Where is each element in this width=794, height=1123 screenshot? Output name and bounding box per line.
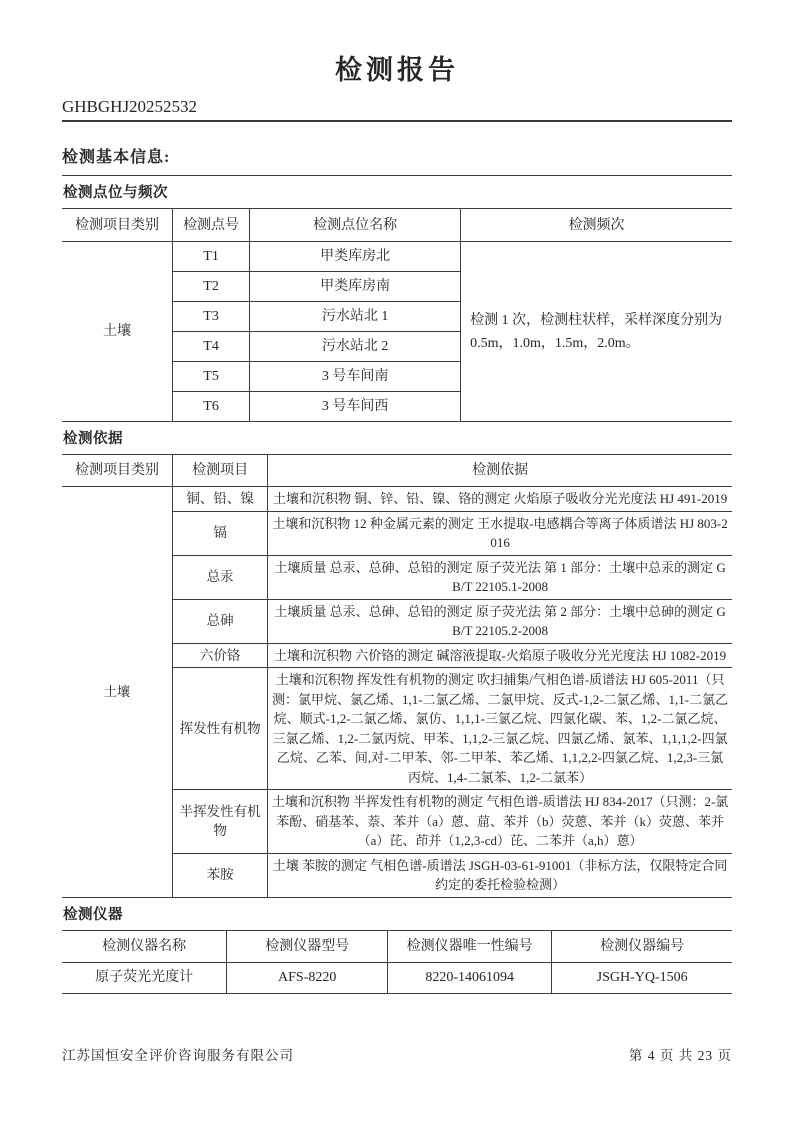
points-frequency-table xyxy=(62,208,732,422)
item-cell: 总砷 xyxy=(173,599,268,643)
point-id-cell: T6 xyxy=(173,392,250,422)
basis-cell: 土壤质量 总汞、总砷、总铅的测定 原子荧光法 第 1 部分：土壤中总汞的测定 GB/T 22105.1-2008 xyxy=(268,555,732,599)
basis-cell: 土壤 苯胺的测定 气相色谱-质谱法 JSGH-03-61-91001（非标方法，仅限特定合同约定的委托检验检测） xyxy=(268,853,732,897)
basis-table xyxy=(62,454,732,898)
basis-cell: 土壤和沉积物 半挥发性有机物的测定 气相色谱-质谱法 HJ 834-2017（只测：2-氯苯酚、硝基苯、萘、苯并（a）蒽、䓛、苯并（b）荧蒽、苯并（k）荧蒽、苯并（a）芘、茚并（1,2,3-cd）芘、二苯并（a,h）蒽） xyxy=(268,790,732,854)
table-header-row xyxy=(62,930,732,962)
basis-cell: 土壤和沉积物 12 种金属元素的测定 王水提取-电感耦合等离子体质谱法 HJ 803-2016 xyxy=(268,511,732,555)
col-header-frequency: 检测频次 xyxy=(461,209,732,242)
point-id-cell: T3 xyxy=(173,302,250,332)
report-number: GHBGHJ20252532 xyxy=(62,97,732,122)
basis-cell: 土壤和沉积物 铜、锌、铅、镍、铬的测定 火焰原子吸收分光光度法 HJ 491-2019 xyxy=(268,487,732,512)
basis-cell: 土壤和沉积物 挥发性有机物的测定 吹扫捕集/气相色谱-质谱法 HJ 605-2011（只测：氯甲烷、氯乙烯、1,1-二氯乙烯、二氯甲烷、反式-1,2-二氯乙烯、1,1-二氯乙烷、顺式-1,2-二氯乙烯、氯仿、1,1,1-三氯乙烷、四氯化碳、苯、1,2-二氯乙烷、三氯乙烯、1,2-二氯丙烷、甲苯、1,1,2-三氯乙烷、四氯乙烯、氯苯、1,1,1,2-四氯乙烷、乙苯、间,对-二甲苯、邻-二甲苯、苯乙烯、1,1,2,2-四氯乙烷、1,2,3-三氯丙烷、1,4-二氯苯、1,2-二氯苯） xyxy=(268,668,732,790)
footer-company: 江苏国恒安全评价咨询服务有限公司 xyxy=(62,1048,294,1063)
col-header-basis: 检测依据 xyxy=(268,455,732,487)
item-cell: 苯胺 xyxy=(173,853,268,897)
item-cell: 挥发性有机物 xyxy=(173,668,268,790)
point-name-cell: 污水站北 2 xyxy=(250,332,461,362)
footer-page-number: 第 4 页 共 23 页 xyxy=(628,1048,732,1063)
point-name-cell: 污水站北 1 xyxy=(250,302,461,332)
item-cell: 铜、铅、镍 xyxy=(173,487,268,512)
col-header-item: 检测项目 xyxy=(173,455,268,487)
point-id-cell: T4 xyxy=(173,332,250,362)
section-points-frequency-label: 检测点位与频次 xyxy=(62,175,732,208)
point-name-cell: 甲类库房北 xyxy=(250,242,461,272)
basis-cell: 土壤质量 总汞、总砷、总铅的测定 原子荧光法 第 2 部分：土壤中总砷的测定 GB/T 22105.2-2008 xyxy=(268,599,732,643)
instrument-model-cell: AFS-8220 xyxy=(227,962,388,993)
item-cell: 六价铬 xyxy=(173,643,268,668)
instrument-no-cell: JSGH-YQ-1506 xyxy=(552,962,732,993)
category-cell: 土壤 xyxy=(62,242,173,422)
col-header-instrument-model: 检测仪器型号 xyxy=(227,930,388,962)
point-name-cell: 3 号车间南 xyxy=(250,362,461,392)
col-header-instrument-unique-no: 检测仪器唯一性编号 xyxy=(388,930,552,962)
table-header-row xyxy=(62,209,732,242)
item-cell: 镉 xyxy=(173,511,268,555)
col-header-category: 检测项目类别 xyxy=(62,209,173,242)
col-header-instrument-no: 检测仪器编号 xyxy=(552,930,732,962)
point-name-cell: 甲类库房南 xyxy=(250,272,461,302)
section-basis-label: 检测依据 xyxy=(63,431,123,447)
col-header-instrument-name: 检测仪器名称 xyxy=(62,930,227,962)
frequency-cell: 检测 1 次，检测柱状样，采样深度分别为 0.5m，1.0m，1.5m，2.0m。 xyxy=(461,242,732,422)
basis-cell: 土壤和沉积物 六价铬的测定 碱溶液提取-火焰原子吸收分光光度法 HJ 1082-2019 xyxy=(268,643,732,668)
col-header-point-id: 检测点号 xyxy=(173,209,250,242)
table-row xyxy=(62,242,732,272)
section-basic-info-heading: 检测基本信息: xyxy=(62,149,171,166)
point-id-cell: T1 xyxy=(173,242,250,272)
page-footer xyxy=(62,1044,732,1064)
col-header-point-name: 检测点位名称 xyxy=(250,209,461,242)
page-title: 检测报告 xyxy=(335,55,459,85)
item-cell: 半挥发性有机物 xyxy=(173,790,268,854)
table-row xyxy=(62,487,732,512)
table-row xyxy=(62,962,732,993)
category-cell: 土壤 xyxy=(62,487,173,898)
point-name-cell: 3 号车间西 xyxy=(250,392,461,422)
section-instruments-label: 检测仪器 xyxy=(63,906,123,923)
table-header-row xyxy=(62,455,732,487)
instruments-table xyxy=(62,930,732,994)
instrument-name-cell: 原子荧光光度计 xyxy=(62,962,227,993)
point-id-cell: T2 xyxy=(173,272,250,302)
point-id-cell: T5 xyxy=(173,362,250,392)
col-header-category: 检测项目类别 xyxy=(62,455,173,487)
instrument-unique-no-cell: 8220-14061094 xyxy=(388,962,552,993)
item-cell: 总汞 xyxy=(173,555,268,599)
